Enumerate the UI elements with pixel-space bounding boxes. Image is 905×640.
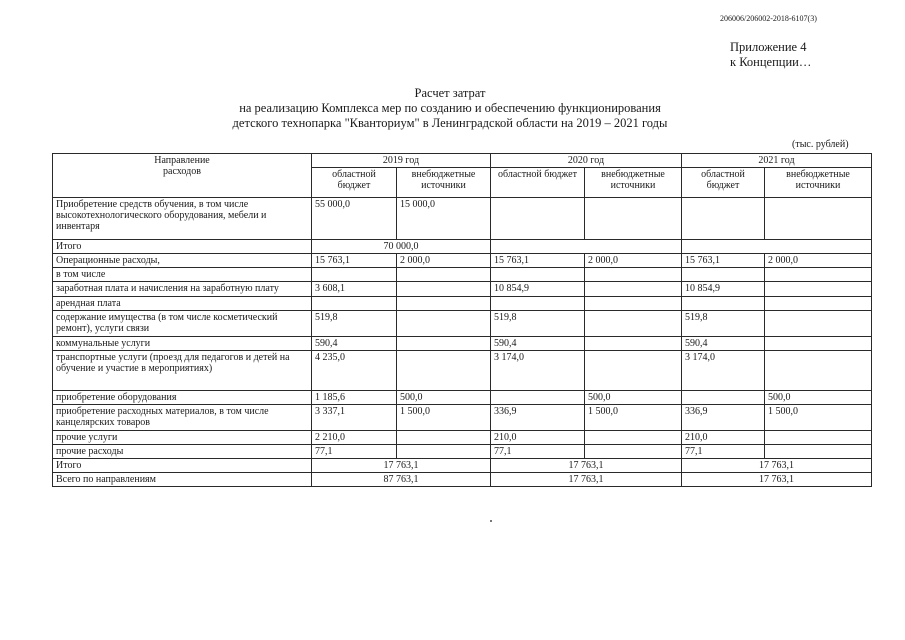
year-total-cell: 87 763,1 (312, 473, 491, 487)
regional-budget-cell: 77,1 (312, 445, 397, 459)
regional-budget-cell: 210,0 (491, 431, 585, 445)
header-regional-budget: областной бюджет (491, 168, 585, 198)
regional-budget-cell: 3 174,0 (491, 351, 585, 391)
regional-budget-cell: 77,1 (682, 445, 765, 459)
regional-budget-cell: 519,8 (491, 311, 585, 337)
row-label: Приобретение средств обучения, в том числе высокотехнологического оборудования, мебели и инвентаря (53, 198, 312, 240)
table-row (53, 405, 872, 431)
offbudget-cell (585, 337, 682, 351)
regional-budget-cell: 519,8 (682, 311, 765, 337)
regional-budget-cell (682, 297, 765, 311)
regional-budget-cell: 2 210,0 (312, 431, 397, 445)
offbudget-cell: 500,0 (397, 391, 491, 405)
empty-cell (682, 240, 872, 254)
title-line-3: детского технопарка "Кванториум" в Ленинградской области на 2019 – 2021 годы (232, 116, 668, 130)
regional-budget-cell: 3 608,1 (312, 282, 397, 297)
offbudget-cell (765, 198, 872, 240)
appendix-line-1: Приложение 4 (730, 40, 807, 54)
offbudget-cell (585, 198, 682, 240)
offbudget-cell: 2 000,0 (397, 254, 491, 268)
units-note: (тыс. рублей) (792, 139, 849, 150)
regional-budget-cell: 10 854,9 (682, 282, 765, 297)
offbudget-cell (397, 297, 491, 311)
table-row (53, 351, 872, 391)
offbudget-cell (585, 282, 682, 297)
regional-budget-cell (312, 297, 397, 311)
offbudget-cell (397, 311, 491, 337)
row-label: содержание имущества (в том числе косметический ремонт), услуги связи (53, 311, 312, 337)
row-label: Операционные расходы, (53, 254, 312, 268)
table-row (53, 240, 872, 254)
table-row (53, 198, 872, 240)
regional-budget-cell: 590,4 (312, 337, 397, 351)
table-row (53, 297, 872, 311)
regional-budget-cell: 336,9 (682, 405, 765, 431)
offbudget-cell (765, 337, 872, 351)
offbudget-cell (585, 297, 682, 311)
regional-budget-cell (491, 297, 585, 311)
regional-budget-cell: 590,4 (491, 337, 585, 351)
table-row (53, 282, 872, 297)
regional-budget-cell (682, 268, 765, 282)
offbudget-cell (585, 311, 682, 337)
title-line-2: на реализацию Комплекса мер по созданию и обеспечению функционирования (239, 101, 661, 115)
offbudget-cell (397, 445, 491, 459)
offbudget-cell (397, 337, 491, 351)
offbudget-cell: 2 000,0 (765, 254, 872, 268)
header-year-2020: 2020 год (491, 154, 682, 168)
regional-budget-cell: 15 763,1 (312, 254, 397, 268)
year-total-cell: 17 763,1 (491, 459, 682, 473)
header-offbudget-sources: внебюджетные источники (585, 168, 682, 198)
offbudget-cell: 2 000,0 (585, 254, 682, 268)
regional-budget-cell (312, 268, 397, 282)
regional-budget-cell: 1 185,6 (312, 391, 397, 405)
budget-table (52, 153, 872, 487)
offbudget-cell (585, 351, 682, 391)
regional-budget-cell (682, 198, 765, 240)
header-direction-line-1: Направление (154, 155, 210, 166)
row-label: транспортные услуги (проезд для педагогов и детей на обучение и участие в мероприятиях) (53, 351, 312, 391)
row-label: Итого (53, 240, 312, 254)
table-row (53, 391, 872, 405)
header-direction-line-2: расходов (163, 166, 201, 177)
total-2019-cell: 70 000,0 (312, 240, 491, 254)
document-title (150, 86, 750, 131)
regional-budget-cell: 55 000,0 (312, 198, 397, 240)
table-row (53, 459, 872, 473)
offbudget-cell (585, 445, 682, 459)
table-row (53, 431, 872, 445)
appendix-note (730, 40, 811, 70)
regional-budget-cell: 4 235,0 (312, 351, 397, 391)
offbudget-cell: 500,0 (585, 391, 682, 405)
row-label: в том числе (53, 268, 312, 282)
regional-budget-cell: 3 174,0 (682, 351, 765, 391)
header-offbudget-sources: внебюджетные источники (397, 168, 491, 198)
year-total-cell: 17 763,1 (682, 459, 872, 473)
regional-budget-cell (682, 391, 765, 405)
row-label: Всего по направлениям (53, 473, 312, 487)
header-year-2019: 2019 год (312, 154, 491, 168)
row-label: приобретение расходных материалов, в том числе канцелярских товаров (53, 405, 312, 431)
regional-budget-cell: 210,0 (682, 431, 765, 445)
regional-budget-cell: 15 763,1 (491, 254, 585, 268)
offbudget-cell (397, 351, 491, 391)
offbudget-cell (397, 268, 491, 282)
offbudget-cell: 1 500,0 (765, 405, 872, 431)
scan-speck (490, 520, 492, 522)
header-offbudget-sources: внебюджетные источники (765, 168, 872, 198)
year-total-cell: 17 763,1 (682, 473, 872, 487)
header-regional-budget: областной бюджет (312, 168, 397, 198)
header-year-2021: 2021 год (682, 154, 872, 168)
header-row-years (53, 154, 872, 168)
offbudget-cell: 15 000,0 (397, 198, 491, 240)
table-row (53, 337, 872, 351)
offbudget-cell (765, 431, 872, 445)
regional-budget-cell: 336,9 (491, 405, 585, 431)
row-label: Итого (53, 459, 312, 473)
offbudget-cell: 500,0 (765, 391, 872, 405)
regional-budget-cell: 77,1 (491, 445, 585, 459)
document-number: 206006/206002-2018-6107(3) (720, 14, 817, 23)
offbudget-cell (765, 311, 872, 337)
header-direction (53, 154, 312, 198)
year-total-cell: 17 763,1 (491, 473, 682, 487)
offbudget-cell (765, 297, 872, 311)
header-regional-budget: областной бюджет (682, 168, 765, 198)
offbudget-cell (765, 282, 872, 297)
regional-budget-cell: 590,4 (682, 337, 765, 351)
regional-budget-cell: 519,8 (312, 311, 397, 337)
regional-budget-cell: 10 854,9 (491, 282, 585, 297)
regional-budget-cell (491, 198, 585, 240)
regional-budget-cell (491, 268, 585, 282)
row-label: приобретение оборудования (53, 391, 312, 405)
offbudget-cell (397, 282, 491, 297)
regional-budget-cell: 3 337,1 (312, 405, 397, 431)
title-line-1: Расчет затрат (414, 86, 486, 100)
offbudget-cell (585, 431, 682, 445)
offbudget-cell (585, 268, 682, 282)
table-row (53, 311, 872, 337)
regional-budget-cell (491, 391, 585, 405)
offbudget-cell: 1 500,0 (397, 405, 491, 431)
regional-budget-cell: 15 763,1 (682, 254, 765, 268)
offbudget-cell (765, 268, 872, 282)
offbudget-cell (765, 445, 872, 459)
row-label: прочие расходы (53, 445, 312, 459)
table-row (53, 268, 872, 282)
row-label: коммунальные услуги (53, 337, 312, 351)
empty-cell (491, 240, 682, 254)
offbudget-cell (765, 351, 872, 391)
appendix-line-2: к Концепции… (730, 55, 812, 69)
row-label: арендная плата (53, 297, 312, 311)
table-row (53, 445, 872, 459)
table-row (53, 254, 872, 268)
year-total-cell: 17 763,1 (312, 459, 491, 473)
row-label: заработная плата и начисления на заработную плату (53, 282, 312, 297)
table-row (53, 473, 872, 487)
offbudget-cell: 1 500,0 (585, 405, 682, 431)
row-label: прочие услуги (53, 431, 312, 445)
offbudget-cell (397, 431, 491, 445)
